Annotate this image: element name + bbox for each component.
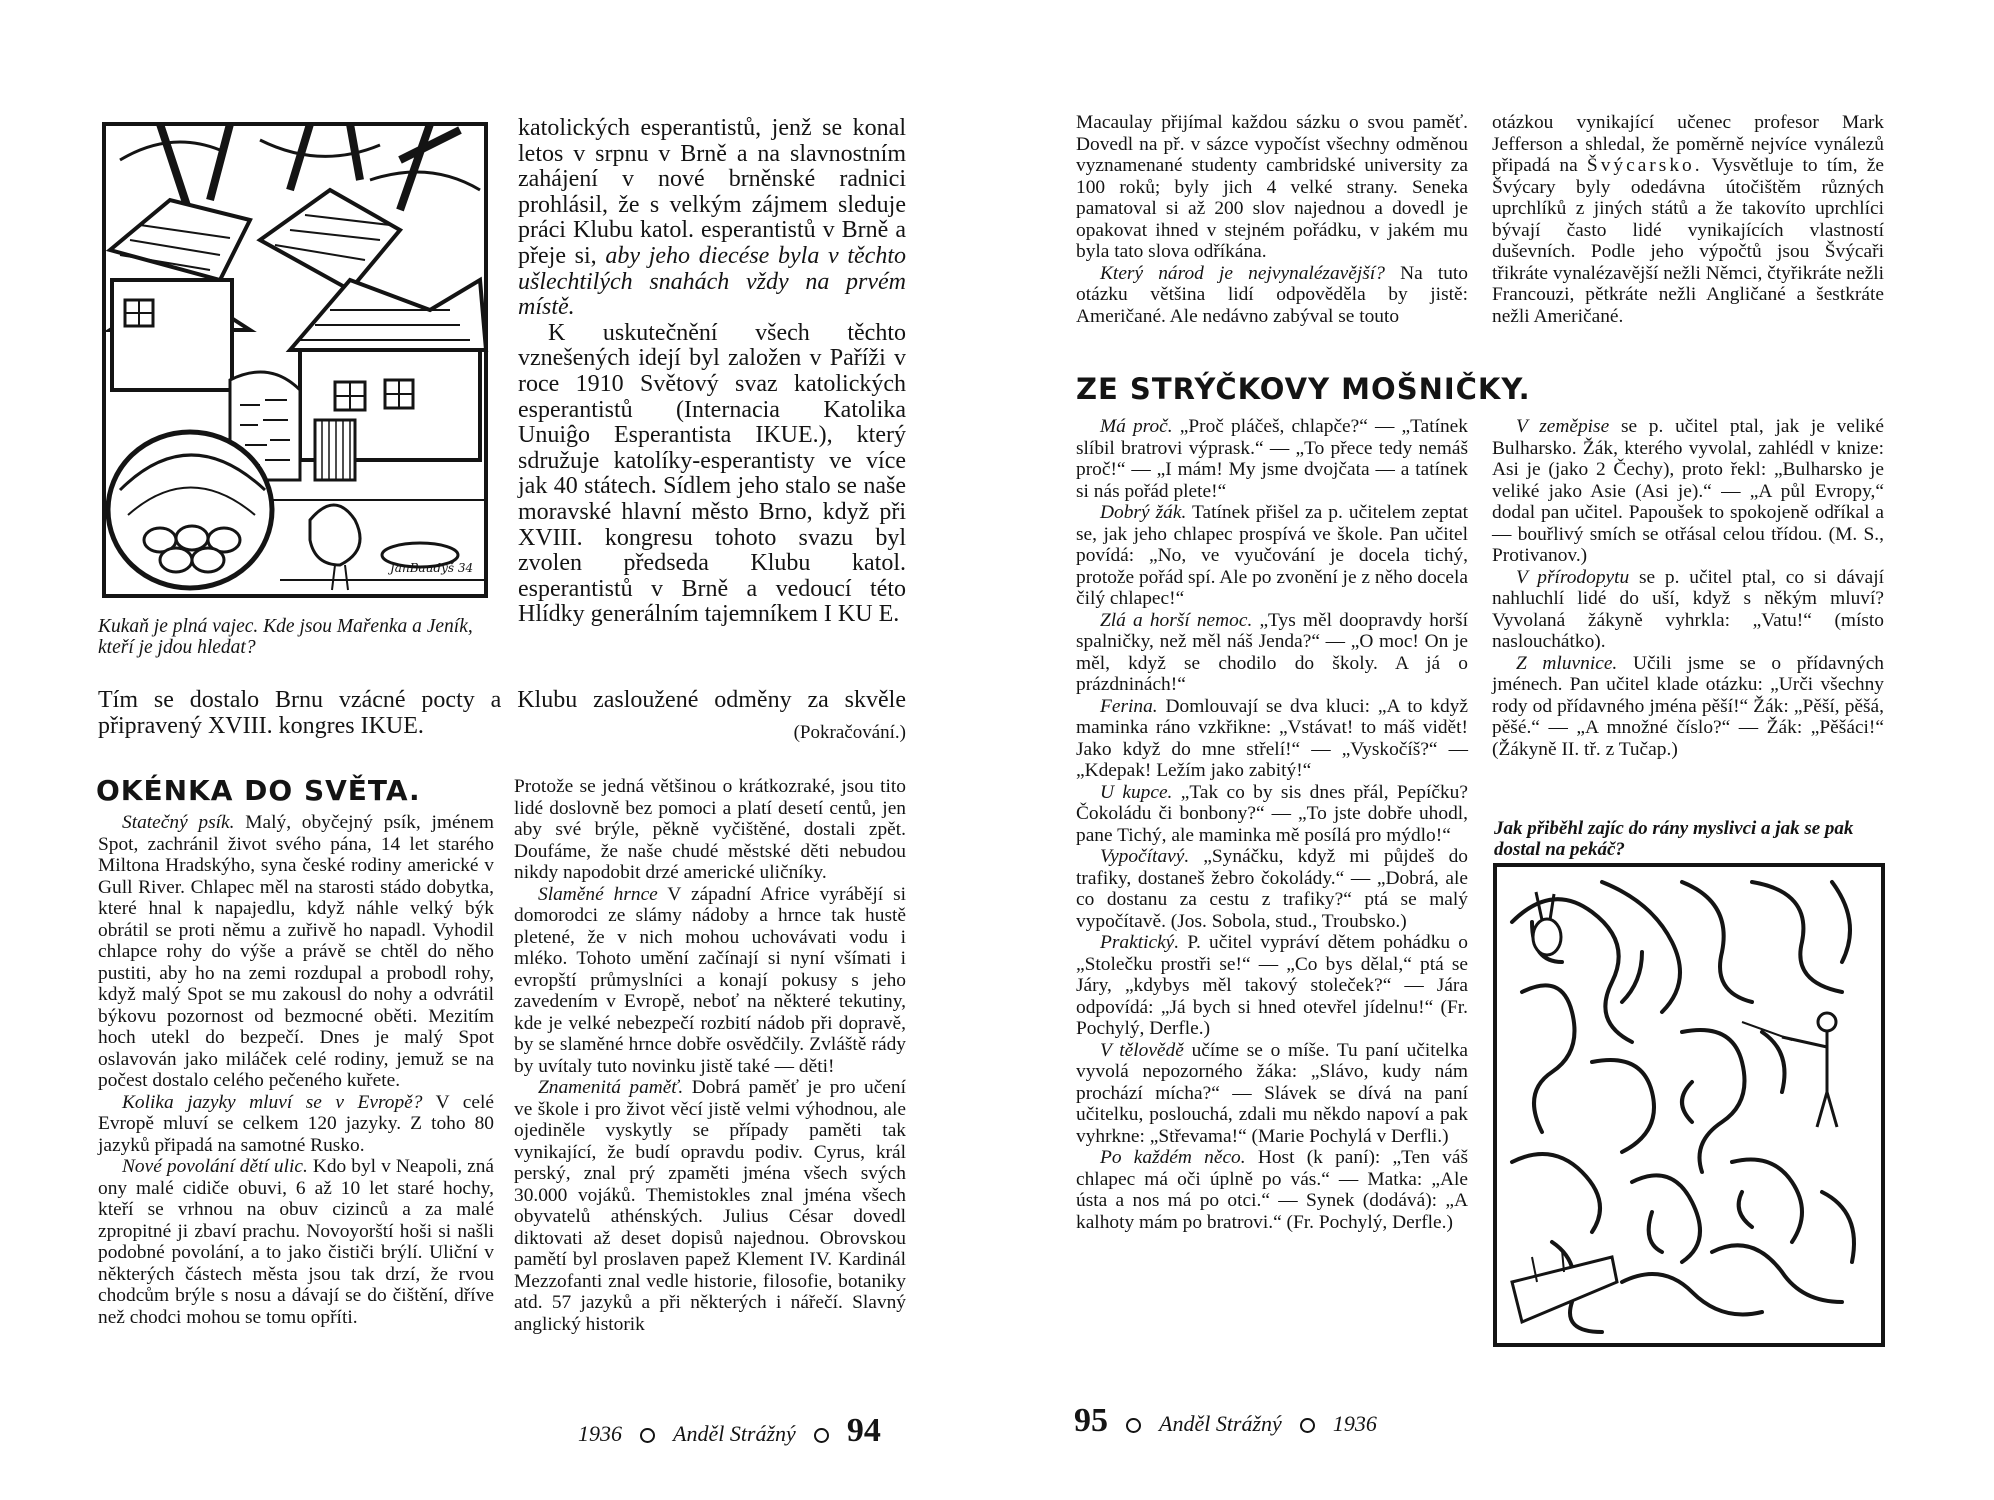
- page-number-95: 95: [1074, 1402, 1108, 1439]
- esperanto-article: [518, 116, 906, 628]
- right-top-column-1: [1076, 112, 1468, 327]
- article-paragraph: Macaulay přijímal každou sázku o svou paměť. Dovedl na př. v sázce vypočíst všechny odměnou vyznamenané studenty cambridské university za 100 roků; byly jich 4 velké strany. Seneka pamatoval si až 200 slov najednou a dovedl je opakovat ihned v stejném pořádku, v jakém mu byla tato slova odříkána.: [1076, 112, 1468, 262]
- joke-paragraph: Zlá a horší nemoc. „Tys měl doopravdy horší spalničky, než měl náš Jenda?“ — „O moc! On je měl, když se chodilo do školy. A já o prázdninách!“: [1076, 609, 1468, 695]
- joke-paragraph: Vypočítavý. „Synáčku, když mi půjdeš do trafiky, dostaneš žebro čokolády.“ — „Dobrá, ale co dostanu za cestu z trafiky?“ ptá se malý vypočítavě. (Jos. Sobola, stud., Troubsko.): [1076, 846, 1468, 932]
- section-heading-okenka: OKÉNKA DO SVĚTA.: [96, 774, 421, 807]
- okenka-column-1: [98, 812, 494, 1328]
- joke-paragraph: U kupce. „Tak co by sis dnes přál, Pepíčku? Čokoládu či bonbony?“ — „To jste dobře uhodl, pane Tichý, ale maminka mě posílá pro mýdlo!“: [1076, 781, 1468, 846]
- joke-paragraph: Po každém něco. Host (k paní): „Ten váš chlapec má oči úplně po vás.“ — Matka: „Ale ústa a nos má po otci.“ — Synek (dodává): „A kalhoty mám po bratrovi.“ (Fr. Pochylý, Derfle.): [1076, 1147, 1469, 1233]
- right-page-footer: [1074, 1402, 1377, 1440]
- footer-circle-icon: [1300, 1418, 1315, 1433]
- village-illustration: [100, 120, 490, 600]
- article-paragraph: otázkou vynikající učenec profesor Mark Jefferson a shledal, že poměrně nejvíce vynálezů připadá na Švýcarsko. Vysvětluje to tím, že Švýcary byly odedávna útočištěm různých uprchlíků z jiných států a že takovíto uprchlíci bývají často lidé vynikajících vlastností duševních. Podle jeho výpočtů jsou Švýcaři třikráte vynalézavější nežli Němci, čtyřikráte nežli Francouzi, pětkráte nežli Angličané a šestkráte nežli Američané.: [1492, 112, 1885, 327]
- illustration-caption: Kukaň je plná vajec. Kde jsou Mařenka a Jeník, kteří je jdou hledat?: [98, 616, 473, 658]
- joke-paragraph: V přírodopytu se p. učitel ptal, co si dávají nahluchlí lidé do uší, když s někým mluví? Vyvolaná žákyně vyhrkla: „Vatu!“ (místo naslouchátko).: [1492, 566, 1884, 652]
- article-paragraph: Statečný psík. Malý, obyčejný psík, jménem Spot, zachránil život svého pána, 14 let starého Miltona Hradskýho, syna české rodiny americké v Gull River. Chlapec měl na starosti stádo dobytka, které hnal k napajedlu, když náhle velký býk obrátil se proti němu a zuřivě ho napadl. Vyhodil chlapce rohy do výše a právě se chtěl do něho pustiti, aby ho na zemi rozdupal a probodl rohy, když malý Spot se mu zakousl do nohy a odvrátil býkovu pozornost od bezmocné oběti. Mezitím hoch utekl do bezpečí. Dnes je malý Spot oslavován jako miláček celé rodiny, jemuž se na počest dostalo celého pečeného kuřete.: [98, 812, 494, 1091]
- maze-caption: Jak přiběhl zajíc do rány myslivci a jak se pak dostal na pekáč?: [1494, 818, 1854, 860]
- footer-year: 1936: [578, 1421, 622, 1446]
- joke-paragraph: V zeměpise se p. učitel ptal, jak je veliké Bulharsko. Žák, kterého vyvolal, zahlédl v knize: Asi je (jako 2 Čechy), proto řekl: „Bulharsko je veliké jako Asie (Asi je).“ — „A půl Evropy,“ dodal pan učitel. Papoušek to spokojeně odříkal a — bouřlivý smích se otřásal celou třídou. (M. S., Protivanov.): [1492, 416, 1884, 566]
- footer-title: Anděl Strážný: [673, 1421, 796, 1446]
- joke-paragraph: Praktický. P. učitel vypráví dětem pohádku o „Stolečku prostři se!“ — „Co bys dělal,“ ptá se Járy, „kdybys měl takový stoleček?“ — Jára odpovídá: „Já bych si hned otevřel jídelnu!“ (Fr. Pochylý, Derfle.): [1076, 932, 1468, 1039]
- jokes-column-2: [1492, 416, 1884, 760]
- right-top-column-2: [1492, 112, 1884, 327]
- joke-paragraph: Z mluvnice. Učili jsme se o přídavných jménech. Pan učitel klade otázku: „Urči všechny rody od přídavného jména pěší!“ Žák: „Pěší, pěšá, pěšé.“ — „A množné číslo?“ — Žák: „Pěšáci!“ (Žákyně II. tř. z Tučap.): [1492, 652, 1884, 760]
- article-paragraph: Znamenitá paměť. Dobrá paměť je pro učení ve škole i pro život věcí jistě velmi výhodnou, ale ojediněle vyskytly se případy paměti tak vynikající, že budí opravdu podiv. Cyrus, král perský, znal prý zpaměti jména všech svých 30.000 vojáků. Themistokles znal jména všech obyvatelů athénských. Julius César dovedl diktovati až deset dopisů najednou. Obrovskou pamětí byl proslaven papež Klement IV. Kardinál Mezzofanti znal vedle historie, filosofie, botaniky atd. 57 jazyků a při některých i nářečí. Slavný anglický historik: [514, 1077, 906, 1335]
- article-paragraph: Nové povolání dětí ulic. Kdo byl v Neapoli, zná ony malé cidiče obuvi, 6 až 10 let staré hochy, kteří se vrhnou na obuv cizinců a za malé zpropitné ji zbaví prachu. Novoyorští hoši si našli podobné povolání, a to jako čističi brýlí. Uliční v některých částech města jsou tak drzí, že rvou chodcům brýle s nosu a dávají se do čištění, dříve než chodci mohou se tomu opříti.: [98, 1156, 494, 1328]
- esperanto-paragraph-3: Tím se dostalo Brnu vzácné pocty a Klubu zasloužené odměny za skvěle připravený XVIII. kongres IKUE. (Pokračování.): [98, 688, 906, 745]
- page-number-94: 94: [846, 1412, 881, 1449]
- esperanto-paragraph-1-italic: aby jeho diecése byla v těchto ušlechtilých snahách vždy na prvém místě.: [518, 242, 906, 321]
- continued-note: (Pokračování.): [793, 721, 906, 743]
- footer-circle-icon: [1126, 1418, 1141, 1433]
- footer-circle-icon: [814, 1428, 829, 1443]
- joke-paragraph: V tělovědě učíme se o míše. Tu paní učitelka vyvolá nepozorného žáka: „Slávo, kudy nám prochází mícha?“ — Slávek se dívá na paní učitelku, poslouchá, zdali mu někdo napoví a pak vyhrkne: „Střevama!“ (Marie Pochylá v Derfli.): [1076, 1039, 1468, 1147]
- esperanto-paragraph-2: K uskutečnění všech těchto vznešených idejí byl založen v Paříži v roce 1910 Světový svaz katolických esperantistů (Internacia Katolika Unuiĝo Esperantista IKUE.), který sdružuje katolíky-esperantisty ve více jak 40 státech. Sídlem jeho stalo se naše moravské hlavní město Brno, když při XVIII. kongresu tohoto svazu byl zvolen předseda Klubu katol. esperantistů v Brně a vedoucí této Hlídky generálním tajemníkem I KU E.: [518, 319, 906, 628]
- jokes-column-1: [1076, 416, 1468, 1233]
- footer-circle-icon: [640, 1428, 655, 1443]
- article-paragraph: Slaměné hrnce V západní Africe vyrábějí si domorodci ze slámy nádoby a hrnce tak hustě pletené, že v nich mohou uchovávati vodu i mléko. Tohoto umění začínají si nyní všímati i evropští průmyslníci a konají pokusy s jeho zavedením v Evropě, neboť na některé tekutiny, kde je velké nebezpečí rozbití nádob při dopravě, by se slaměné hrnce dobře osvědčily. Zvláště rády by uvítaly tuto novinku jistě také — děti!: [514, 883, 906, 1077]
- esperanto-paragraph-1: katolických esperantistů, jenž se konal letos v srpnu v Brně a na slavnostním zahájení v nové brněnské radnici prohlásil, že s velkým zájmem sleduje práci Klubu katol. esperantistů v Brně a přeje si,: [518, 115, 906, 269]
- okenka-column-2: [514, 776, 906, 1335]
- footer-title: Anděl Strážný: [1159, 1411, 1282, 1436]
- article-paragraph: Který národ je nejvynalézavější? Na tuto otázku většina lidí odpověděla by jistě: Američané. Ale nedávno zabýval se touto: [1076, 262, 1468, 327]
- illustration-signature: JanBaudyš 34: [390, 561, 474, 575]
- article-paragraph: Protože se jedná většinou o krátkozraké, jsou tito lidé doslovně bez pomoci a platí desetí centů, jen aby své brýle, pěkně vyčištěné, dostali zpět. Doufáme, že naše chudé městské děti nebudou nikdy napodobit drzé americké uličníky.: [514, 776, 906, 883]
- footer-year: 1936: [1332, 1411, 1377, 1436]
- maze-puzzle: [1492, 862, 1886, 1348]
- joke-paragraph: Ferina. Domlouvají se dva kluci: „A to když maminka ráno vzkřikne: „Vstávat! to máš vidět! Jako když do mne střelí!“ — „Vyskočíš?“ — „Kdepak! Ležím jako zabitý!“: [1076, 695, 1468, 781]
- section-heading-strýčkovy: ZE STRÝČKOVY MOŠNIČKY.: [1076, 372, 1531, 406]
- left-page-footer: [578, 1412, 881, 1450]
- joke-paragraph: Dobrý žák. Tatínek přišel za p. učitelem zeptat se, jak jeho chlapec prospívá ve škole. Pan učitel povídá: „No, ve vyučování je docela tichý, protože pořád spí. Ale po zvonění je z něho docela čilý chlapec!“: [1076, 502, 1468, 609]
- joke-paragraph: Má proč. „Proč pláčeš, chlapče?“ — „Tatínek slíbil bratrovi výprask.“ — „To přece tedy nemáš proč!“ — „I mám! My jsme dvojčata — a tatínek si nás pořád plete!“: [1076, 416, 1468, 502]
- article-paragraph: Kolika jazyky mluví se v Evropě? V celé Evropě mluví se celkem 120 jazyky. Z toho 80 jazyků připadá na samotné Rusko.: [98, 1091, 495, 1156]
